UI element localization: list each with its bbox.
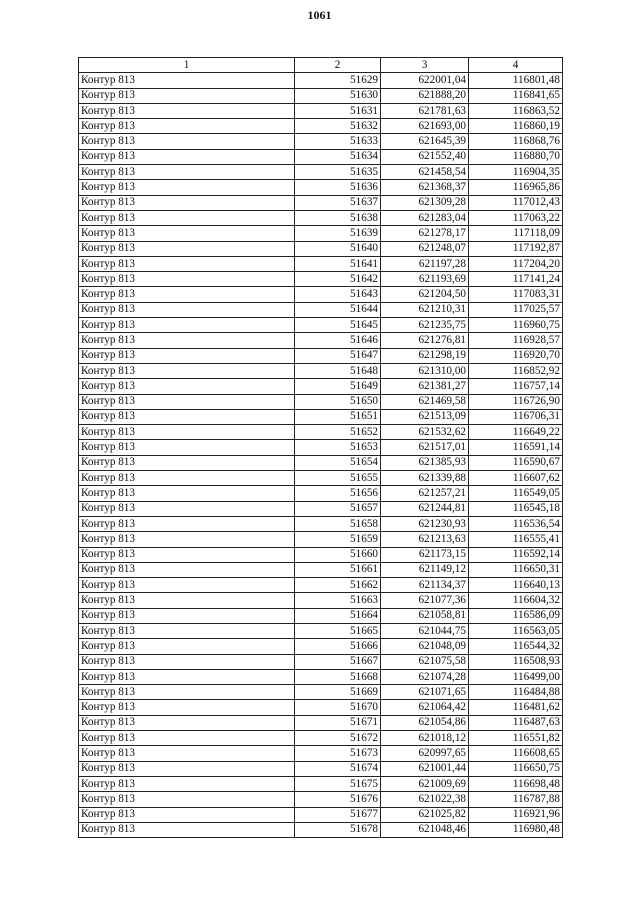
point-number-cell: 51634	[295, 149, 381, 164]
contour-name-cell: Контур 813	[79, 210, 295, 225]
point-number-cell: 51658	[295, 516, 381, 531]
table-row	[79, 593, 563, 608]
x-coordinate-cell: 621368,37	[381, 180, 469, 195]
contour-name-cell: Контур 813	[79, 578, 295, 593]
y-coordinate-cell: 116980,48	[469, 822, 563, 837]
x-coordinate-cell: 621235,75	[381, 318, 469, 333]
point-number-cell: 51671	[295, 715, 381, 730]
point-number-cell: 51669	[295, 685, 381, 700]
table-header-row	[79, 58, 563, 73]
x-coordinate-cell: 621001,44	[381, 761, 469, 776]
point-number-cell: 51672	[295, 731, 381, 746]
y-coordinate-cell: 116536,54	[469, 516, 563, 531]
point-number-cell: 51631	[295, 103, 381, 118]
y-coordinate-cell: 117192,87	[469, 241, 563, 256]
contour-name-cell: Контур 813	[79, 669, 295, 684]
x-coordinate-cell: 621244,81	[381, 501, 469, 516]
table-row	[79, 119, 563, 134]
contour-name-cell: Контур 813	[79, 532, 295, 547]
point-number-cell: 51633	[295, 134, 381, 149]
table-row	[79, 379, 563, 394]
point-number-cell: 51642	[295, 272, 381, 287]
table-row	[79, 165, 563, 180]
contour-name-cell: Контур 813	[79, 608, 295, 623]
x-coordinate-cell: 621888,20	[381, 88, 469, 103]
y-coordinate-cell: 117204,20	[469, 256, 563, 271]
x-coordinate-cell: 621513,09	[381, 409, 469, 424]
contour-name-cell: Контур 813	[79, 394, 295, 409]
y-coordinate-cell: 116586,09	[469, 608, 563, 623]
y-coordinate-cell: 116508,93	[469, 654, 563, 669]
contour-name-cell: Контур 813	[79, 333, 295, 348]
column-header-1: 1	[79, 58, 295, 73]
y-coordinate-cell: 116555,41	[469, 532, 563, 547]
column-header-2: 2	[295, 58, 381, 73]
y-coordinate-cell: 116487,63	[469, 715, 563, 730]
contour-name-cell: Контур 813	[79, 822, 295, 837]
table-row	[79, 73, 563, 88]
y-coordinate-cell: 116545,18	[469, 501, 563, 516]
y-coordinate-cell: 116592,14	[469, 547, 563, 562]
point-number-cell: 51662	[295, 578, 381, 593]
x-coordinate-cell: 621044,75	[381, 623, 469, 638]
point-number-cell: 51676	[295, 792, 381, 807]
point-number-cell: 51663	[295, 593, 381, 608]
x-coordinate-cell: 621018,12	[381, 731, 469, 746]
x-coordinate-cell: 621077,36	[381, 593, 469, 608]
table-row	[79, 471, 563, 486]
point-number-cell: 51655	[295, 471, 381, 486]
point-number-cell: 51632	[295, 119, 381, 134]
point-number-cell: 51657	[295, 501, 381, 516]
table-row	[79, 425, 563, 440]
contour-name-cell: Контур 813	[79, 119, 295, 134]
contour-name-cell: Контур 813	[79, 425, 295, 440]
x-coordinate-cell: 621197,28	[381, 256, 469, 271]
table-row	[79, 256, 563, 271]
contour-name-cell: Контур 813	[79, 471, 295, 486]
x-coordinate-cell: 622001,04	[381, 73, 469, 88]
point-number-cell: 51645	[295, 318, 381, 333]
point-number-cell: 51677	[295, 807, 381, 822]
table-row	[79, 685, 563, 700]
point-number-cell: 51647	[295, 348, 381, 363]
point-number-cell: 51670	[295, 700, 381, 715]
x-coordinate-cell: 621009,69	[381, 776, 469, 791]
table-row	[79, 562, 563, 577]
y-coordinate-cell: 117063,22	[469, 210, 563, 225]
contour-name-cell: Контур 813	[79, 272, 295, 287]
y-coordinate-cell: 116868,76	[469, 134, 563, 149]
point-number-cell: 51650	[295, 394, 381, 409]
contour-name-cell: Контур 813	[79, 149, 295, 164]
y-coordinate-cell: 116928,57	[469, 333, 563, 348]
contour-name-cell: Контур 813	[79, 180, 295, 195]
point-number-cell: 51659	[295, 532, 381, 547]
x-coordinate-cell: 621339,88	[381, 471, 469, 486]
point-number-cell: 51661	[295, 562, 381, 577]
table-row	[79, 822, 563, 837]
y-coordinate-cell: 116921,96	[469, 807, 563, 822]
contour-name-cell: Контур 813	[79, 639, 295, 654]
contour-name-cell: Контур 813	[79, 226, 295, 241]
y-coordinate-cell: 116544,32	[469, 639, 563, 654]
x-coordinate-cell: 621693,00	[381, 119, 469, 134]
contour-name-cell: Контур 813	[79, 195, 295, 210]
table-row	[79, 455, 563, 470]
table-row	[79, 776, 563, 791]
point-number-cell: 51678	[295, 822, 381, 837]
y-coordinate-cell: 116757,14	[469, 379, 563, 394]
table-row	[79, 394, 563, 409]
y-coordinate-cell: 116841,65	[469, 88, 563, 103]
contour-name-cell: Контур 813	[79, 165, 295, 180]
y-coordinate-cell: 116590,67	[469, 455, 563, 470]
contour-name-cell: Контур 813	[79, 715, 295, 730]
y-coordinate-cell: 116965,86	[469, 180, 563, 195]
point-number-cell: 51640	[295, 241, 381, 256]
contour-name-cell: Контур 813	[79, 73, 295, 88]
point-number-cell: 51630	[295, 88, 381, 103]
contour-name-cell: Контур 813	[79, 547, 295, 562]
point-number-cell: 51675	[295, 776, 381, 791]
y-coordinate-cell: 116726,90	[469, 394, 563, 409]
x-coordinate-cell: 621278,17	[381, 226, 469, 241]
point-number-cell: 51656	[295, 486, 381, 501]
point-number-cell: 51639	[295, 226, 381, 241]
x-coordinate-cell: 621213,63	[381, 532, 469, 547]
point-number-cell: 51652	[295, 425, 381, 440]
x-coordinate-cell: 621048,46	[381, 822, 469, 837]
y-coordinate-cell: 116698,48	[469, 776, 563, 791]
table-row	[79, 241, 563, 256]
contour-name-cell: Контур 813	[79, 746, 295, 761]
y-coordinate-cell: 116863,52	[469, 103, 563, 118]
y-coordinate-cell: 116591,14	[469, 440, 563, 455]
x-coordinate-cell: 621025,82	[381, 807, 469, 822]
x-coordinate-cell: 621276,81	[381, 333, 469, 348]
point-number-cell: 51629	[295, 73, 381, 88]
x-coordinate-cell: 621458,54	[381, 165, 469, 180]
contour-name-cell: Контур 813	[79, 318, 295, 333]
column-header-3: 3	[381, 58, 469, 73]
table-row	[79, 807, 563, 822]
point-number-cell: 51666	[295, 639, 381, 654]
y-coordinate-cell: 116484,88	[469, 685, 563, 700]
point-number-cell: 51668	[295, 669, 381, 684]
x-coordinate-cell: 621204,50	[381, 287, 469, 302]
table-row	[79, 302, 563, 317]
contour-name-cell: Контур 813	[79, 241, 295, 256]
x-coordinate-cell: 621248,07	[381, 241, 469, 256]
x-coordinate-cell: 621054,86	[381, 715, 469, 730]
y-coordinate-cell: 116787,88	[469, 792, 563, 807]
table-row	[79, 195, 563, 210]
x-coordinate-cell: 621645,39	[381, 134, 469, 149]
y-coordinate-cell: 116880,70	[469, 149, 563, 164]
y-coordinate-cell: 116801,48	[469, 73, 563, 88]
point-number-cell: 51653	[295, 440, 381, 455]
point-number-cell: 51665	[295, 623, 381, 638]
x-coordinate-cell: 621257,21	[381, 486, 469, 501]
table-row	[79, 149, 563, 164]
x-coordinate-cell: 621381,27	[381, 379, 469, 394]
contour-name-cell: Контур 813	[79, 562, 295, 577]
y-coordinate-cell: 117012,43	[469, 195, 563, 210]
x-coordinate-cell: 621173,15	[381, 547, 469, 562]
table-row	[79, 623, 563, 638]
point-number-cell: 51649	[295, 379, 381, 394]
table-row	[79, 409, 563, 424]
contour-name-cell: Контур 813	[79, 792, 295, 807]
table-row	[79, 210, 563, 225]
point-number-cell: 51638	[295, 210, 381, 225]
table-row	[79, 486, 563, 501]
contour-name-cell: Контур 813	[79, 88, 295, 103]
point-number-cell: 51667	[295, 654, 381, 669]
y-coordinate-cell: 116649,22	[469, 425, 563, 440]
table-row	[79, 746, 563, 761]
x-coordinate-cell: 621552,40	[381, 149, 469, 164]
point-number-cell: 51648	[295, 363, 381, 378]
page-number: 1061	[307, 8, 332, 22]
contour-name-cell: Контур 813	[79, 593, 295, 608]
y-coordinate-cell: 116920,70	[469, 348, 563, 363]
table-row	[79, 501, 563, 516]
y-coordinate-cell: 116904,35	[469, 165, 563, 180]
y-coordinate-cell: 116650,31	[469, 562, 563, 577]
x-coordinate-cell: 621193,69	[381, 272, 469, 287]
point-number-cell: 51646	[295, 333, 381, 348]
table-row	[79, 333, 563, 348]
table-row	[79, 669, 563, 684]
contour-name-cell: Контур 813	[79, 302, 295, 317]
table-row	[79, 287, 563, 302]
table-row	[79, 532, 563, 547]
table-row	[79, 608, 563, 623]
y-coordinate-cell: 116650,75	[469, 761, 563, 776]
y-coordinate-cell: 116551,82	[469, 731, 563, 746]
x-coordinate-cell: 621310,00	[381, 363, 469, 378]
contour-name-cell: Контур 813	[79, 731, 295, 746]
x-coordinate-cell: 621298,19	[381, 348, 469, 363]
point-number-cell: 51664	[295, 608, 381, 623]
point-number-cell: 51644	[295, 302, 381, 317]
x-coordinate-cell: 621134,37	[381, 578, 469, 593]
table-row	[79, 578, 563, 593]
coordinates-table	[78, 57, 563, 838]
contour-name-cell: Контур 813	[79, 348, 295, 363]
contour-name-cell: Контур 813	[79, 685, 295, 700]
y-coordinate-cell: 116608,65	[469, 746, 563, 761]
contour-name-cell: Контур 813	[79, 516, 295, 531]
y-coordinate-cell: 116706,31	[469, 409, 563, 424]
y-coordinate-cell: 116499,00	[469, 669, 563, 684]
x-coordinate-cell: 621283,04	[381, 210, 469, 225]
table-row	[79, 272, 563, 287]
contour-name-cell: Контур 813	[79, 103, 295, 118]
table-row	[79, 88, 563, 103]
table-row	[79, 348, 563, 363]
x-coordinate-cell: 621309,28	[381, 195, 469, 210]
x-coordinate-cell: 621074,28	[381, 669, 469, 684]
y-coordinate-cell: 117025,57	[469, 302, 563, 317]
table-row	[79, 103, 563, 118]
point-number-cell: 51636	[295, 180, 381, 195]
table-row	[79, 731, 563, 746]
contour-name-cell: Контур 813	[79, 700, 295, 715]
contour-name-cell: Контур 813	[79, 379, 295, 394]
y-coordinate-cell: 117141,24	[469, 272, 563, 287]
y-coordinate-cell: 116960,75	[469, 318, 563, 333]
table-row	[79, 715, 563, 730]
table-row	[79, 516, 563, 531]
y-coordinate-cell: 116607,62	[469, 471, 563, 486]
contour-name-cell: Контур 813	[79, 455, 295, 470]
x-coordinate-cell: 620997,65	[381, 746, 469, 761]
contour-name-cell: Контур 813	[79, 807, 295, 822]
table-row	[79, 226, 563, 241]
contour-name-cell: Контур 813	[79, 761, 295, 776]
contour-name-cell: Контур 813	[79, 287, 295, 302]
x-coordinate-cell: 621075,58	[381, 654, 469, 669]
contour-name-cell: Контур 813	[79, 486, 295, 501]
x-coordinate-cell: 621071,65	[381, 685, 469, 700]
column-header-4: 4	[469, 58, 563, 73]
x-coordinate-cell: 621517,01	[381, 440, 469, 455]
table-row	[79, 318, 563, 333]
y-coordinate-cell: 116549,05	[469, 486, 563, 501]
contour-name-cell: Контур 813	[79, 654, 295, 669]
table-row	[79, 792, 563, 807]
table-row	[79, 547, 563, 562]
contour-name-cell: Контур 813	[79, 776, 295, 791]
point-number-cell: 51651	[295, 409, 381, 424]
table-row	[79, 134, 563, 149]
point-number-cell: 51641	[295, 256, 381, 271]
point-number-cell: 51660	[295, 547, 381, 562]
x-coordinate-cell: 621230,93	[381, 516, 469, 531]
x-coordinate-cell: 621532,62	[381, 425, 469, 440]
contour-name-cell: Контур 813	[79, 623, 295, 638]
contour-name-cell: Контур 813	[79, 363, 295, 378]
contour-name-cell: Контур 813	[79, 501, 295, 516]
y-coordinate-cell: 117083,31	[469, 287, 563, 302]
y-coordinate-cell: 117118,09	[469, 226, 563, 241]
x-coordinate-cell: 621385,93	[381, 455, 469, 470]
contour-name-cell: Контур 813	[79, 409, 295, 424]
x-coordinate-cell: 621469,58	[381, 394, 469, 409]
table-row	[79, 180, 563, 195]
point-number-cell: 51643	[295, 287, 381, 302]
table-row	[79, 761, 563, 776]
contour-name-cell: Контур 813	[79, 440, 295, 455]
table-row	[79, 654, 563, 669]
y-coordinate-cell: 116852,92	[469, 363, 563, 378]
point-number-cell: 51673	[295, 746, 381, 761]
table-row	[79, 700, 563, 715]
x-coordinate-cell: 621058,81	[381, 608, 469, 623]
x-coordinate-cell: 621048,09	[381, 639, 469, 654]
table-row	[79, 440, 563, 455]
y-coordinate-cell: 116604,32	[469, 593, 563, 608]
x-coordinate-cell: 621781,63	[381, 103, 469, 118]
x-coordinate-cell: 621210,31	[381, 302, 469, 317]
x-coordinate-cell: 621149,12	[381, 562, 469, 577]
table-row	[79, 363, 563, 378]
point-number-cell: 51654	[295, 455, 381, 470]
point-number-cell: 51635	[295, 165, 381, 180]
contour-name-cell: Контур 813	[79, 256, 295, 271]
point-number-cell: 51674	[295, 761, 381, 776]
y-coordinate-cell: 116481,62	[469, 700, 563, 715]
x-coordinate-cell: 621064,42	[381, 700, 469, 715]
y-coordinate-cell: 116563,05	[469, 623, 563, 638]
contour-name-cell: Контур 813	[79, 134, 295, 149]
x-coordinate-cell: 621022,38	[381, 792, 469, 807]
y-coordinate-cell: 116640,13	[469, 578, 563, 593]
table-body	[79, 73, 563, 838]
table-row	[79, 639, 563, 654]
y-coordinate-cell: 116860,19	[469, 119, 563, 134]
point-number-cell: 51637	[295, 195, 381, 210]
